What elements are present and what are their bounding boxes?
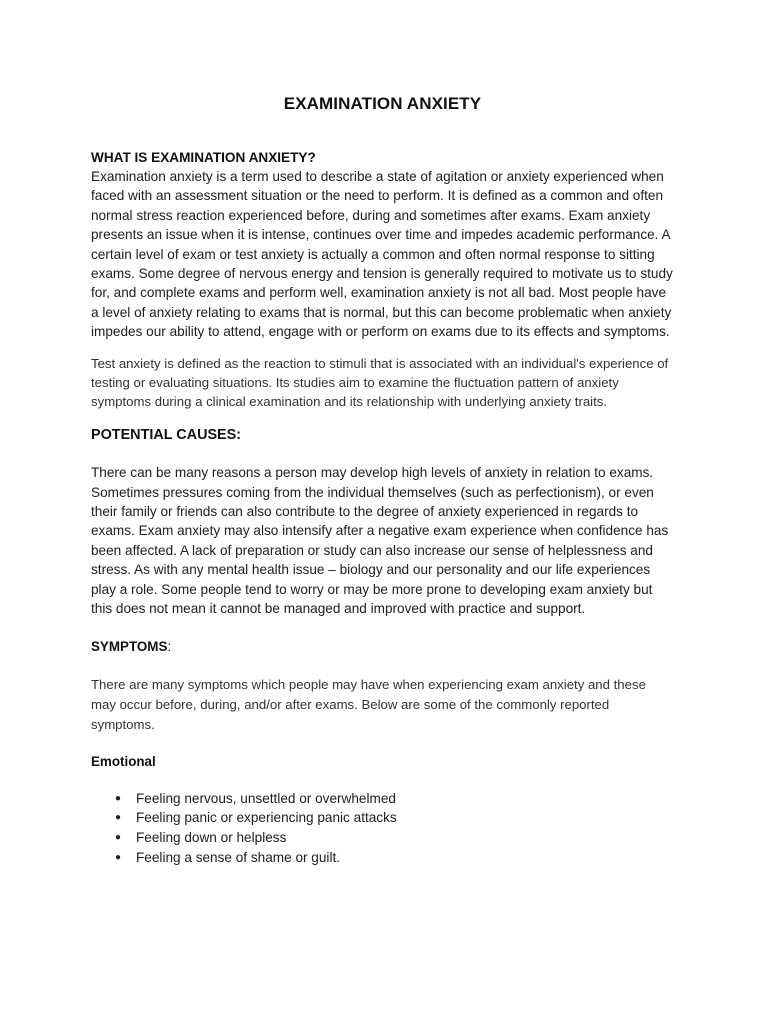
list-item-text: Feeling down or helpless: [136, 829, 287, 845]
section-heading-causes: POTENTIAL CAUSES:: [91, 427, 242, 444]
section-heading-symptoms: [91, 637, 674, 657]
symptoms-heading-colon: :: [167, 638, 172, 654]
bullet-icon: ●: [115, 792, 122, 804]
list-item: [115, 808, 674, 828]
section-heading-what-is: WHAT IS EXAMINATION ANXIETY?: [91, 150, 316, 165]
paragraph-definition: Examination anxiety is a term used to describe a state of agitation or anxiety experienced when faced with an assessment situation or the need to perform. It is defined as a common and often normal stress reaction experienced before, during and sometimes after exams. Exam anxiety presents an issue when it is intense, continues over time and impedes academic performance. A certain level of exam or test anxiety is actually a common and often normal response to sitting exams. Some degree of nervous energy and tension is generally required to motivate us to study for, and complete exams and perform well, examination anxiety is not all bad. Most people have a level of anxiety relating to exams that is normal, but this can become problematic when anxiety impedes our ability to attend, engage with or perform on exams due to its effects and symptoms.: [91, 169, 673, 340]
bullet-icon: ●: [115, 812, 122, 824]
bullet-icon: ●: [115, 831, 122, 843]
list-item: [115, 848, 674, 868]
list-item-text: Feeling a sense of shame or guilt.: [136, 849, 341, 865]
symptoms-heading-text: SYMPTOMS: [91, 638, 168, 654]
list-item-text: Feeling panic or experiencing panic attacks: [136, 810, 397, 826]
document-title: EXAMINATION ANXIETY: [283, 94, 482, 113]
subheading-emotional: Emotional: [91, 753, 156, 769]
list-item: [115, 828, 674, 848]
list-item-text: Feeling nervous, unsettled or overwhelmed: [136, 790, 396, 806]
paragraph-symptoms: There are many symptoms which people may have when experiencing exam anxiety and these may occur before, during, and/or after exams. Below are some of the commonly reported symptoms.: [91, 676, 646, 733]
emotional-symptom-list: [91, 789, 674, 867]
list-item: [115, 789, 674, 809]
paragraph-test-anxiety: Test anxiety is defined as the reaction to stimuli that is associated with an individual's experience of testing or evaluating situations. Its studies aim to examine the fluctuation pattern of anxiety symptoms during a clinical examination and its relationship with underlying anxiety traits.: [91, 355, 669, 410]
paragraph-causes: There can be many reasons a person may develop high levels of anxiety in relation to exams. Sometimes pressures coming from the individual themselves (such as perfectionism), or even their family or friends can also contribute to the degree of anxiety experienced in regards to exams. Exam anxiety may also intensify after a negative exam experience when confidence has been affected. A lack of preparation or study can also increase our sense of helplessness and stress. As with any mental health issue – biology and our personality and our life experiences play a role. Some people tend to worry or may be more prone to developing exam anxiety but this does not mean it cannot be managed and improved with practice and support.: [91, 465, 669, 617]
bullet-icon: ●: [115, 851, 122, 863]
